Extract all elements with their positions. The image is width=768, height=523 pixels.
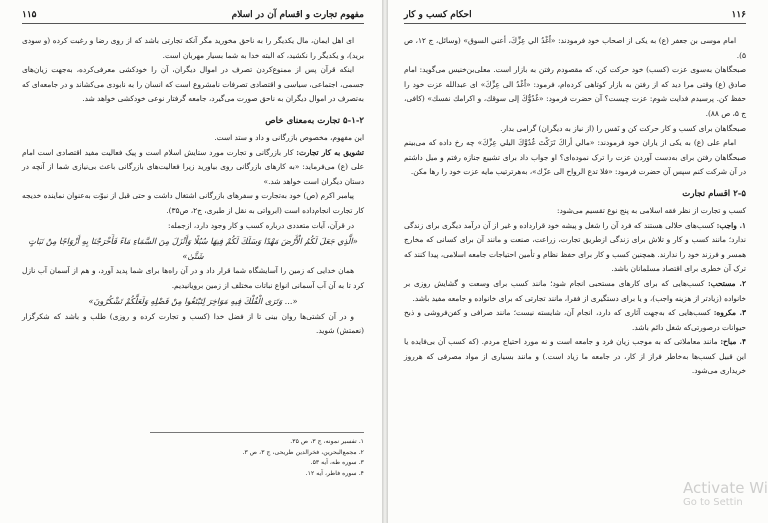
left-running-head xyxy=(22,10,364,24)
list-item xyxy=(404,335,746,379)
right-page-number: ۱۱۶ xyxy=(731,10,746,20)
encourage-text: کار بازرگانی و تجارت مورد ستایش اسلام است و پیک فعالیت مفید اقتصادی است امام علی (ع) می‌فرماید: «به کارهای بازرگانی روی بیاورید زیرا فعالیت‌های بازرگانی باعث بی‌نیازی شما از آنچه در دستان دیگران است خواهد شد.» xyxy=(22,147,364,186)
item-lead: ۴. مباح: xyxy=(720,337,746,347)
right-section-intro: کسب و تجارت از نظر فقه اسلامی به پنج نوع تقسیم می‌شود: xyxy=(556,205,746,215)
watermark-line-2: Go to Settin xyxy=(683,497,743,508)
encourage-lead: تشویق به کار تجارت: xyxy=(296,147,364,157)
item-lead: ۲. مستحب: xyxy=(707,278,746,288)
quran-intro: در قرآن، آیات متعددی درباره کسب و کار وجود دارد، ازجمله: xyxy=(168,220,354,230)
footnote: ۱. تفسیر نمونه، ج ۳، ص ۳۵. xyxy=(290,438,364,445)
right-paragraph-3: صبحگاهان برای کسب و کار حرکت کن و نَفس را (از نیاز به دیگران) گرامی بدار. xyxy=(500,123,746,133)
list-item xyxy=(404,306,746,335)
left-page-number: ۱۱۵ xyxy=(22,10,37,20)
left-section-title: ۵-۱-۲ تجارت به‌معنای خاص xyxy=(265,115,364,126)
footnote: ۲. مجمع‌البحرین، فخرالدین طریحی، ج ۳، ص ۳. xyxy=(242,448,364,456)
right-body xyxy=(404,34,746,379)
right-header-title: احکام کسب و کار xyxy=(404,10,472,20)
item-text: مانند معاملاتی که به موجب زیان فرد و جامعه است و نه مورد احتیاج مردم. (که کسب آن بی‌فایده یا این قبیل کسب‌ها به‌خاطر فراز از کار، در جامعه ما زیاد است.) و مانند بسیاری از مواد مصرفی که هرروز خریداری می‌شود. xyxy=(404,337,746,376)
item-text: کسب‌های حلالی هستند که فرد آن را شغل و پیشه خود قرارداده و غیر از آن درآمد دیگری برای زندگی ندارد؛ مانند کسب و کار و تلاش برای زندگی ازطریق تجارت، زراعت، صنعت و مانند آن برای کسانی که مخارج همسر و فرزند خود را ندارند. همچنین کسب و کار برای حفظ نظام و تأمین احتیاجات جامعه اسلامی، پیدا کنند که ترک آن خطری برای اقتصاد مسلمانان باشد. xyxy=(404,220,746,274)
list-item xyxy=(404,219,746,277)
footnote: ۴. سوره فاطر، آیه ۱۲. xyxy=(305,469,364,477)
left-footnotes xyxy=(150,432,364,479)
quran-verse-2: «... وَتَرَى الْفُلْكَ فِيهِ مَوَاخِرَ لِتَبْتَغُوا مِنْ فَضْلِهِ وَلَعَلَّكُمْ تَشْكُرُونَ» xyxy=(88,296,298,307)
watermark-line-1: Activate Wi xyxy=(683,479,768,497)
left-paragraph-1: ای اهل ایمان، مال یکدیگر را به ناحق مخورید مگر آنکه تجارتی باشد که از روی رضا و رغبت کرده (و سودی برید)، و یکدیگر را نکشید، که البته خدا به شما بسیار مهربان است. xyxy=(22,36,364,60)
left-header-title: مفهوم تجارت و اقسام آن در اسلام xyxy=(231,10,364,20)
right-paragraph-2: صبحگاهان به‌سوی عزت (کسب) خود حرکت کن، که مقصودم رفتن به بازار است. معلی‌بن‌خنیس می‌گوید: امام صادق (ع) وقتی مرا دید که از رفتن به بازار کوتاهی کرده‌ام، فرمود: «اُغْدُ الی عِزِّكَ» ای عبدالله عزت خود را حفظ کن. پرسیدم فدایت شوم: عزت چیست؟ آن حضرت فرمود: «غُدُوُّكَ إلى سوقك، و اكرامك نفسك» (کافی، ج ۵، ص ۸۸). xyxy=(404,65,746,118)
left-paragraph-2: اینکه قرآن پس از ممنوع‌کردن تصرف در اموال دیگران، آن را خودکشی معرفی‌کرده، به‌جهت زیان‌های جسمی، اجتماعی، سیاسی و اقتصادی تصرفات نامشروع است که انسان را به نابودی می‌کشاند و در جامعه‌ای که به‌تصرف در اموال دیگران به ناحق صورت می‌گیرد، جامعه گرفتار نوعی خودکشی خواهد شد. xyxy=(22,65,364,104)
item-lead: ۳. مکروه: xyxy=(713,308,747,318)
right-page xyxy=(388,0,768,523)
item-lead: ۱. واجب: xyxy=(716,220,747,230)
left-section-line: این مفهوم، مخصوص بازرگانی و داد و ستد است. xyxy=(214,132,364,142)
item-text: کسب‌هایی که برای کارهای مستحبی انجام شود؛ مانند کسب برای وسعت و گشایش روزی بر خانواده (زیادتر از هزینه واجب)، و یا برای دستگیری از فقرا، مانند تجارتی که برای خانواده و جامعه مفید باشد. xyxy=(404,278,746,303)
prophet-paragraph: پیامبر اکرم (ص) خود به‌تجارت و سفرهای بازرگانی اشتغال داشت و حتی قبل از نبوّت به‌عنوان نماینده خدیجه کار تجارت انجام‌داده است (ابرواتی به نقل از طبری، ج۲، ص۳۵). xyxy=(22,191,364,215)
encourage-paragraph xyxy=(22,146,364,190)
footnote: ۳. سوره طه، آیه ۵۳. xyxy=(310,459,364,466)
translation-1: همان خدایی که زمین را آسایشگاه شما قرار داد و در آن راه‌ها برای شما پدید آورد، و هم از آسمان آب نازل کرد تا به آن آب آسمانی انواع نباتات مختلف از زمین برویانیدیم. xyxy=(22,266,364,290)
quran-verse-1: «الَّذِي جَعَلَ لَكُمُ الْأَرْضَ مَهْدًا وَسَلَكَ لَكُمْ فِيهَا سُبُلًا وَأَنْزَلَ مِنَ السَّمَاءِ مَاءً فَأَخْرَجْنَا بِهِ أَزْوَاجًا مِنْ نَبَاتٍ شَتَّىٰ» xyxy=(28,236,358,261)
list-item xyxy=(404,277,746,306)
right-section-title: ۲-۵ اقسام تجارت xyxy=(682,188,746,199)
right-paragraph-1: امام موسی بن جعفر (ع) به یکی از اصحاب خود فرمودند: «اُغْدُ الي عِزِّكَ، أعني السوق» (وسائل، ج ۱۲، ص ۵). xyxy=(404,36,746,60)
right-paragraph-4: امام علی (ع) به یکی از یاران خود فرمودند: «مالي أراكَ تَرَكْتَ غُدُوَّكَ اليلي عِزِّكَ» چه رخ داده که می‌بینم صبحگاهان رفتن برای به‌دست آوردن عزت را ترک نموده‌ای؟ او جواب داد برای تشییع جنازه رفتم و میل داشتم در آن شرکت کنم سپس آن حضرت فرمود: «فلا تدع الرواح الی عزّك»، به‌هرترتیب مایه عزت خود را رها مکن. xyxy=(404,138,746,177)
right-running-head xyxy=(404,10,746,24)
left-page xyxy=(0,0,382,523)
item-text: کسب‌هایی که به‌جهت آثاری که دارد، انجام آن، شایسته نیست؛ مانند صرافی و کفن‌فروشی و ذبح حیوانات درصورتی‌که شغل دائم باشد. xyxy=(404,308,746,332)
translation-2: و در آن کشتی‌ها روان بینی تا از فضل خدا (کسب و تجارت کرده و روزی) طلب و باشد که شکرگزار (نعمتش) شوید. xyxy=(22,311,364,336)
